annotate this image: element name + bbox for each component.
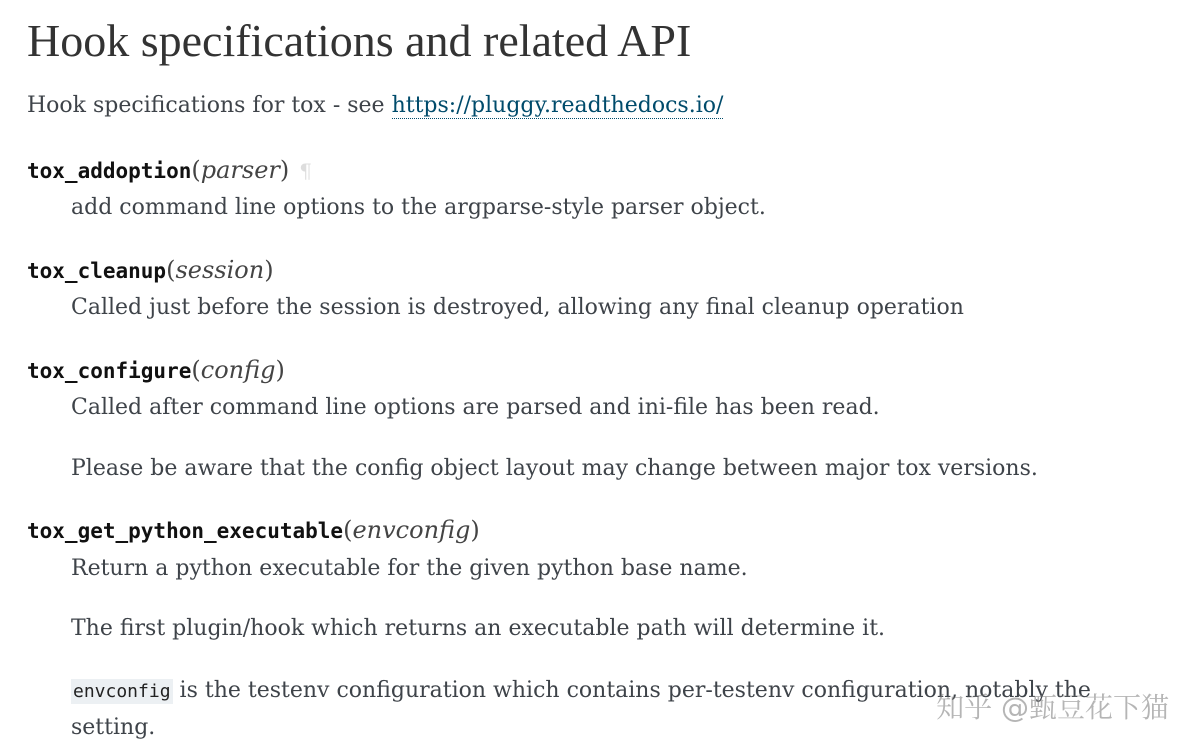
intro-text: Hook specifications for tox - see (27, 93, 392, 118)
close-paren: ) (275, 356, 285, 384)
hook-param: parser (200, 156, 280, 184)
hook-param: config (200, 356, 276, 384)
hook-name: tox_addoption (27, 159, 192, 183)
hook-param: session (175, 256, 265, 284)
hook-param: envconfig (352, 516, 471, 544)
hook-description: Called just before the session is destroyed, allowing any final cleanup operation (71, 295, 964, 320)
close-paren: ) (470, 516, 480, 544)
hook-name: tox_configure (27, 359, 192, 383)
hook-name: tox_get_python_executable (27, 519, 344, 543)
intro-paragraph (27, 93, 723, 118)
hook-name: tox_cleanup (27, 259, 167, 283)
page-title: Hook specifications and related API (27, 15, 692, 66)
hook-signature-tox-configure (27, 356, 285, 384)
envconfig-text-2: setting. (71, 715, 156, 740)
hook-description: Return a python executable for the given python base name. (71, 556, 748, 581)
hook-description: The first plugin/hook which returns an executable path will determine it. (71, 616, 886, 641)
envconfig-code: envconfig (73, 681, 171, 702)
close-paren: ) (264, 256, 274, 284)
hook-description: Please be aware that the config object layout may change between major tox versions. (71, 456, 1038, 481)
hook-description: Called after command line options are parsed and ini-file has been read. (71, 395, 880, 420)
close-paren: ) (279, 156, 290, 184)
permalink-icon[interactable]: ¶ (299, 159, 312, 183)
hook-signature-tox-cleanup (27, 256, 274, 284)
open-paren: ( (343, 516, 353, 544)
envconfig-text: is the testenv configuration which contains per-testenv configuration, notably the (172, 678, 1091, 703)
open-paren: ( (191, 156, 201, 184)
hook-description: add command line options to the argparse-style parser object. (71, 195, 766, 220)
open-paren: ( (191, 356, 201, 384)
hook-signature-tox-addoption (27, 156, 312, 184)
zhihu-watermark: 知乎 @甄豆花下猫 (936, 691, 1169, 724)
open-paren: ( (166, 256, 176, 284)
hook-signature-tox-get-python-executable (27, 516, 480, 544)
pluggy-docs-link[interactable]: https://pluggy.readthedocs.io/ (391, 93, 724, 118)
